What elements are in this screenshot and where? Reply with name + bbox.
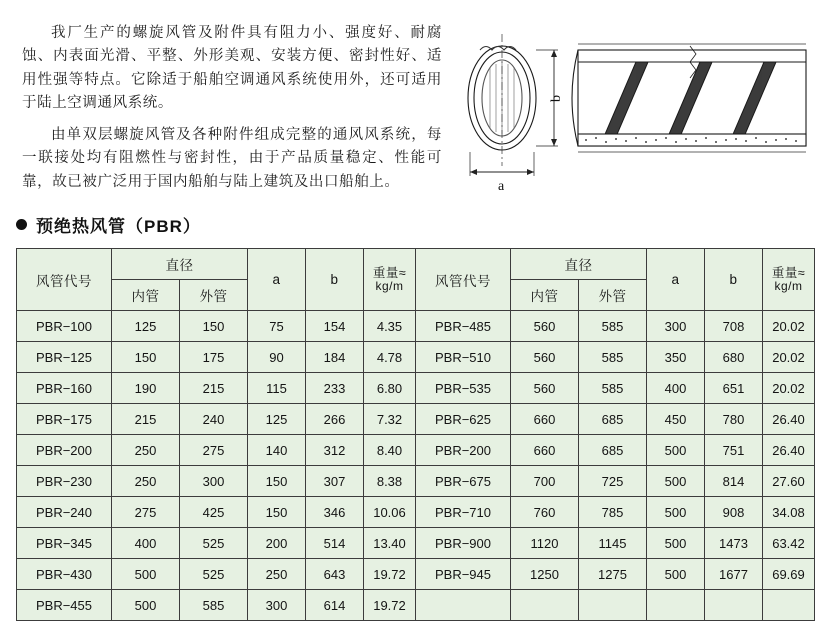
header-diameter-left: 直径 [112,249,248,280]
cell-right-a-value: 500 [647,466,705,497]
cell-right-b-value [705,590,763,621]
cell-right-weight-value: 20.02 [763,373,815,404]
cell-right-b-value: 1677 [705,559,763,590]
cell-right-a-value [647,590,705,621]
cell-right-inner-diameter [511,590,579,621]
cell-left-code: PBR−345 [17,528,112,559]
table-row [17,435,815,466]
cell-right-inner-diameter: 1250 [511,559,579,590]
cell-left-code: PBR−230 [17,466,112,497]
svg-text:b: b [549,95,564,102]
cell-left-outer-diameter: 585 [180,590,248,621]
cell-right-a-value: 500 [647,559,705,590]
header-weight-left [364,249,416,311]
table-row [17,342,815,373]
cell-left-code: PBR−430 [17,559,112,590]
section-heading [16,212,201,237]
cell-left-outer-diameter: 425 [180,497,248,528]
cell-right-a-value: 450 [647,404,705,435]
cell-right-inner-diameter: 1120 [511,528,579,559]
table-row [17,373,815,404]
cell-left-code: PBR−125 [17,342,112,373]
cell-right-a-value: 500 [647,497,705,528]
cell-right-code: PBR−485 [416,311,511,342]
cell-left-code: PBR−455 [17,590,112,621]
cell-left-b-value: 643 [306,559,364,590]
cell-left-inner-diameter: 215 [112,404,180,435]
cell-left-inner-diameter: 150 [112,342,180,373]
cell-right-outer-diameter: 785 [579,497,647,528]
header-weight-right-text: 重量≈ [771,265,806,280]
cell-right-a-value: 500 [647,528,705,559]
cell-left-weight-value: 4.35 [364,311,416,342]
bullet-dot-icon [16,219,27,230]
cell-left-a-value: 125 [248,404,306,435]
header-b-left: b [306,249,364,311]
cell-left-weight-value: 10.06 [364,497,416,528]
cell-left-inner-diameter: 500 [112,590,180,621]
header-outer-right: 外管 [579,280,647,311]
cell-right-outer-diameter [579,590,647,621]
cell-left-inner-diameter: 275 [112,497,180,528]
cell-right-code: PBR−535 [416,373,511,404]
table-header-row-1 [17,249,815,280]
intro-paragraph-2: 由单双层螺旋风管及各种附件组成完整的通风风系统，每一联接处均有阻燃性与密封性，由于产品质量稳定、性能可靠，故已被广泛用于国内船舶与陆上建筑及出口船舶上。 [22,126,442,190]
cell-left-weight-value: 8.40 [364,435,416,466]
cell-left-weight-value: 19.72 [364,590,416,621]
header-b-right: b [705,249,763,311]
cell-left-outer-diameter: 275 [180,435,248,466]
cell-right-code: PBR−510 [416,342,511,373]
cell-right-outer-diameter: 685 [579,404,647,435]
cell-right-b-value: 651 [705,373,763,404]
cell-right-outer-diameter: 585 [579,311,647,342]
table-row [17,466,815,497]
cell-right-inner-diameter: 700 [511,466,579,497]
cell-left-weight-value: 4.78 [364,342,416,373]
cell-right-inner-diameter: 560 [511,342,579,373]
cell-right-outer-diameter: 1145 [579,528,647,559]
cell-left-weight-value: 8.38 [364,466,416,497]
cell-left-weight-value: 13.40 [364,528,416,559]
cell-left-code: PBR−160 [17,373,112,404]
cell-left-a-value: 250 [248,559,306,590]
cell-left-code: PBR−100 [17,311,112,342]
cell-right-weight-value: 26.40 [763,404,815,435]
header-inner-right: 内管 [511,280,579,311]
cell-right-weight-value: 26.40 [763,435,815,466]
cell-left-code: PBR−200 [17,435,112,466]
cell-left-a-value: 150 [248,466,306,497]
cell-left-a-value: 140 [248,435,306,466]
cell-left-outer-diameter: 525 [180,528,248,559]
cell-left-outer-diameter: 240 [180,404,248,435]
cell-right-a-value: 300 [647,311,705,342]
cell-right-weight-value: 34.08 [763,497,815,528]
cell-right-code: PBR−900 [416,528,511,559]
cell-right-weight-value: 20.02 [763,311,815,342]
cell-right-inner-diameter: 560 [511,311,579,342]
spec-table-wrapper [16,248,814,621]
cell-right-b-value: 780 [705,404,763,435]
cell-left-weight-value: 6.80 [364,373,416,404]
cell-right-inner-diameter: 760 [511,497,579,528]
cell-right-code: PBR−675 [416,466,511,497]
spec-table [16,248,815,621]
cell-left-a-value: 150 [248,497,306,528]
cell-left-b-value: 312 [306,435,364,466]
cell-left-b-value: 514 [306,528,364,559]
header-a-left: a [248,249,306,311]
cell-left-b-value: 614 [306,590,364,621]
cell-left-b-value: 266 [306,404,364,435]
spec-table-body [17,311,815,621]
cell-left-a-value: 200 [248,528,306,559]
svg-text:a: a [498,179,505,194]
cell-left-inner-diameter: 250 [112,466,180,497]
cell-right-b-value: 814 [705,466,763,497]
cell-left-outer-diameter: 215 [180,373,248,404]
header-outer-left: 外管 [180,280,248,311]
cell-right-code: PBR−945 [416,559,511,590]
cell-right-weight-value: 63.42 [763,528,815,559]
cell-left-a-value: 115 [248,373,306,404]
cell-left-weight-value: 19.72 [364,559,416,590]
cell-left-outer-diameter: 150 [180,311,248,342]
cell-left-a-value: 300 [248,590,306,621]
cell-left-outer-diameter: 525 [180,559,248,590]
cell-left-weight-value: 7.32 [364,404,416,435]
intro-text-block [22,22,442,202]
cell-right-inner-diameter: 660 [511,404,579,435]
cell-left-inner-diameter: 500 [112,559,180,590]
cell-right-outer-diameter: 1275 [579,559,647,590]
cell-right-outer-diameter: 585 [579,342,647,373]
cell-left-inner-diameter: 190 [112,373,180,404]
cell-right-outer-diameter: 725 [579,466,647,497]
cell-left-inner-diameter: 400 [112,528,180,559]
cell-right-b-value: 708 [705,311,763,342]
cell-right-code: PBR−200 [416,435,511,466]
cell-left-b-value: 154 [306,311,364,342]
cell-right-weight-value: 20.02 [763,342,815,373]
header-a-right: a [647,249,705,311]
header-weight-left-text: 重量≈ [372,265,407,280]
cell-right-b-value: 680 [705,342,763,373]
header-diameter-right: 直径 [511,249,647,280]
table-row [17,311,815,342]
cell-right-a-value: 350 [647,342,705,373]
cell-right-inner-diameter: 660 [511,435,579,466]
cell-right-weight-value: 27.60 [763,466,815,497]
cell-right-code: PBR−710 [416,497,511,528]
header-weight-left-unit: kg/m [375,279,404,294]
cell-left-b-value: 307 [306,466,364,497]
table-row [17,528,815,559]
cell-left-inner-diameter: 125 [112,311,180,342]
header-code-right: 风管代号 [416,249,511,311]
cell-left-a-value: 75 [248,311,306,342]
cell-right-outer-diameter: 585 [579,373,647,404]
cell-right-inner-diameter: 560 [511,373,579,404]
header-weight-right-unit: kg/m [774,279,803,294]
section-title: 预绝热风管（PBR） [36,217,201,236]
table-row [17,590,815,621]
cell-right-b-value: 751 [705,435,763,466]
intro-paragraph-1: 我厂生产的螺旋风管及附件具有阻力小、强度好、耐腐蚀、内表面光滑、平整、外形美观、安装方便、密封性好、适用性强等特点。它除适于船舶空调通风系统使用外，还可适用于陆上空调通风系统。 [22,25,442,112]
cell-right-weight-value: 69.69 [763,559,815,590]
spiral-duct-figure [450,20,815,195]
cell-left-b-value: 184 [306,342,364,373]
cell-left-outer-diameter: 175 [180,342,248,373]
header-inner-left: 内管 [112,280,180,311]
cell-right-outer-diameter: 685 [579,435,647,466]
header-code-left: 风管代号 [17,249,112,311]
cell-left-b-value: 233 [306,373,364,404]
cell-left-inner-diameter: 250 [112,435,180,466]
cell-left-code: PBR−240 [17,497,112,528]
table-row [17,559,815,590]
cell-right-b-value: 908 [705,497,763,528]
table-row [17,497,815,528]
cell-right-weight-value [763,590,815,621]
cell-left-b-value: 346 [306,497,364,528]
cell-right-a-value: 400 [647,373,705,404]
table-row [17,404,815,435]
cell-left-outer-diameter: 300 [180,466,248,497]
cell-left-a-value: 90 [248,342,306,373]
cell-left-code: PBR−175 [17,404,112,435]
cell-right-a-value: 500 [647,435,705,466]
header-weight-right [763,249,815,311]
cell-right-code [416,590,511,621]
cell-right-code: PBR−625 [416,404,511,435]
cell-right-b-value: 1473 [705,528,763,559]
